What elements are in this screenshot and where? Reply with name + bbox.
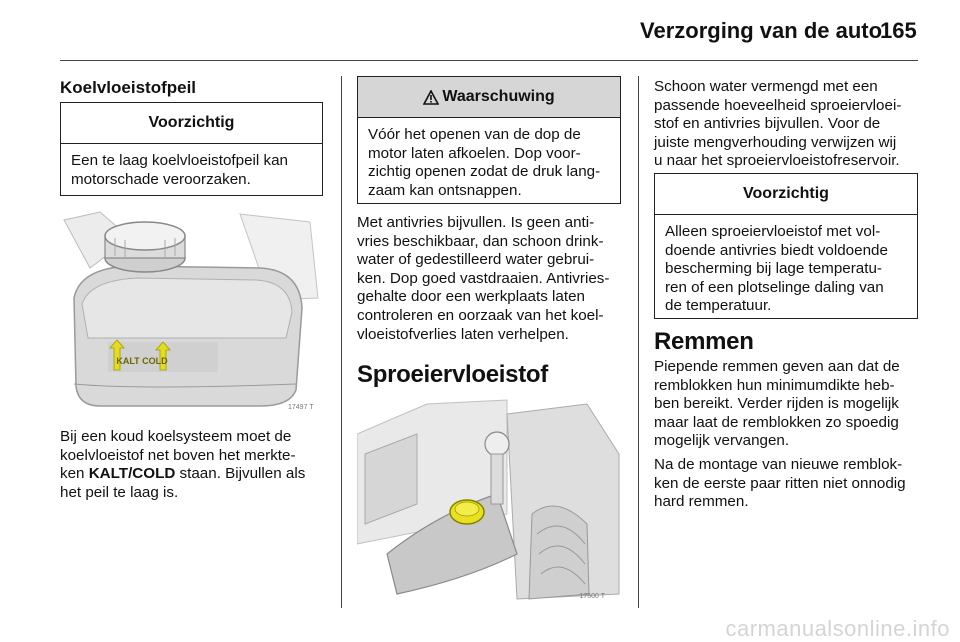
washer-reservoir-illustration [357,394,621,604]
caution-title-2: Voorzichtig [655,174,917,215]
warning-triangle-icon [423,90,439,105]
warning-body: Vóór het openen van de dop de motor laten afkoelen. Dop voor- zichtig openen zodat de druk lang- zaam kan ontsnappen. [368,126,601,199]
brakes-paragraph-1: Piepende remmen geven aan dat de remblokken hun minimumdikte heb- ben bereikt. Verder rijden is mogelijk maar laat de remblokken zo spoedig mogelijk vervangen. [654,358,900,450]
section-heading-washer-fluid: Sproeiervloeistof [357,361,548,388]
svg-text:KALT COLD: KALT COLD [116,356,168,366]
figure-number: 17497 T [288,404,314,411]
caution-box-coolant [60,102,323,196]
section-heading-coolant: Koelvloeistofpeil [60,78,197,97]
page-number: 165 [880,18,917,43]
caution-title: Voorzichtig [61,103,322,144]
coolant-paragraph-text-end: staan. Bijvullen als het peil te laag is. [60,465,306,501]
caution-body: Een te laag koelvloeistofpeil kan motorschade veroorzaken. [71,152,288,188]
coolant-reservoir-illustration [60,208,323,416]
watermark: carmanualsonline.info [725,616,950,641]
coolant-paragraph [60,428,330,502]
coolant-paragraph-text: Bij een koud koelsysteem moet de koelvloeistof net boven het merkte- ken [60,428,296,483]
warning-title: Waarschuwing [442,88,555,105]
running-header-title: Verzorging van de auto [640,18,883,43]
kalt-cold-mark: KALT/COLD [88,465,176,483]
warning-box [357,76,621,204]
warning-header [358,77,620,118]
figure-number-2: 17500 T [579,593,605,600]
column-divider-2 [638,76,639,608]
section-heading-brakes: Remmen [654,328,754,355]
caution-body-2: Alleen sproeiervloeistof met vol- doende antivries biedt voldoende bescherming bij lage temperatu- ren of een plotselinge daling van de temperatuur. [665,223,888,315]
column-divider-1 [341,76,342,608]
antifreeze-paragraph: Met antivries bijvullen. Is geen anti- vries beschikbaar, dan schoon drink- water of gedestilleerd water gebrui- ken. Dop goed vastdraaien. Antivries- gehalte door een werkplaats laten controleren en oorzaak van het koel- vloeistofverlies laten verhelpen. [357,214,610,343]
brakes-paragraph-2: Na de montage van nieuwe remblok- ken de eerste paar ritten niet onnodig hard remmen. [654,456,906,511]
washer-fluid-paragraph: Schoon water vermengd met een passende hoeveelheid sproeiervloei- stof en antivries bijvullen. Voor de juiste mengverhouding verwijzen wij u naar het sproeiervloeistofreservoir. [654,78,902,170]
caution-box-washer [654,173,918,319]
header-divider [60,60,918,61]
